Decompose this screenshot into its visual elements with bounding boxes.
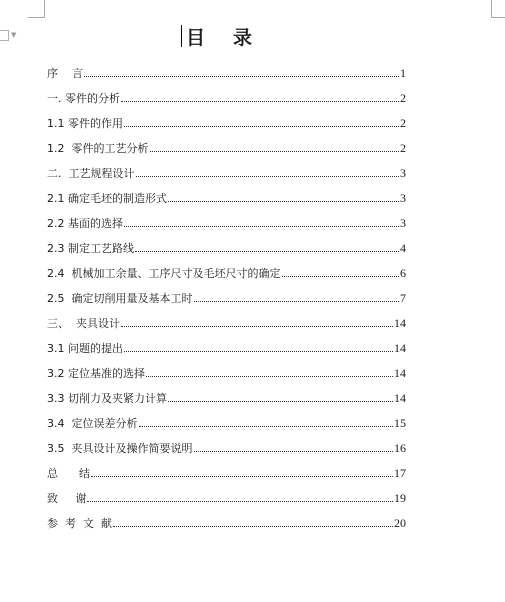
- toc-entry-page-number: 2: [400, 91, 406, 105]
- toc-entry-label: 三、 夹具设计: [47, 317, 120, 330]
- toc-entry-label: 2.2 基面的选择: [47, 217, 123, 230]
- toc-dot-leader: [135, 250, 399, 252]
- toc-entry[interactable]: [47, 230, 406, 255]
- toc-dot-leader: [150, 150, 400, 152]
- crop-mark-top-left-horizontal: [28, 17, 45, 18]
- toc-entry-page-number: 7: [400, 291, 406, 305]
- toc-dot-leader: [124, 125, 399, 127]
- toc-entry-page-number: 3: [400, 166, 406, 180]
- toc-entry-page-number: 6: [400, 266, 406, 280]
- toc-dot-leader: [113, 525, 393, 527]
- toc-entry-label: 1.2 零件的工艺分析: [47, 142, 149, 155]
- toc-entry-page-number: 3: [400, 216, 406, 230]
- toc-entry-page-number: 20: [394, 516, 406, 530]
- toc-entry[interactable]: [47, 455, 406, 480]
- toc-entry-page-number: 1: [400, 66, 406, 80]
- toc-entry-page-number: 4: [400, 241, 406, 255]
- toc-entry-label: 二. 工艺规程设计: [47, 167, 135, 180]
- toc-entry[interactable]: [47, 205, 406, 230]
- toc-entry-page-number: 14: [394, 391, 406, 405]
- toc-entry-label: 3.2 定位基准的选择: [47, 367, 145, 380]
- toc-dot-leader: [136, 175, 400, 177]
- toc-entry-label: 3.1 问题的提出: [47, 342, 123, 355]
- toc-dot-leader: [146, 375, 393, 377]
- toc-entry[interactable]: [47, 405, 406, 430]
- toc-entry[interactable]: [47, 130, 406, 155]
- toc-dot-leader: [168, 400, 393, 402]
- toc-entry-page-number: 14: [394, 366, 406, 380]
- toc-dot-leader: [168, 200, 399, 202]
- toc-entry-label: 2.3 制定工艺路线: [47, 242, 134, 255]
- toc-entry-label: 3.5 夹具设计及操作简要说明: [47, 442, 193, 455]
- toc-dot-leader: [194, 450, 394, 452]
- toc-dot-leader: [282, 275, 400, 277]
- document-nav-icon: [0, 30, 9, 41]
- toc-entry[interactable]: [47, 355, 406, 380]
- chevron-down-icon: ▼: [11, 30, 17, 39]
- toc-entry-label: 一. 零件的分析: [47, 92, 120, 105]
- toc-dot-leader: [91, 475, 393, 477]
- toc-entry-label: 1.1 零件的作用: [47, 117, 123, 130]
- toc-dot-leader: [121, 325, 393, 327]
- toc-dot-leader: [194, 300, 400, 302]
- toc-entry-label: 3.4 定位误差分析: [47, 417, 138, 430]
- toc-entry-label: 2.4 机械加工余量、工序尺寸及毛坯尺寸的确定: [47, 267, 281, 280]
- toc-entry[interactable]: [47, 155, 406, 180]
- toc-entry-page-number: 14: [394, 341, 406, 355]
- toc-entry[interactable]: [47, 430, 406, 455]
- toc-entry-page-number: 19: [394, 491, 406, 505]
- toc-entry-page-number: 2: [400, 141, 406, 155]
- table-of-contents: [47, 55, 406, 530]
- toc-entry-label: 总 结: [47, 467, 90, 480]
- toc-dot-leader: [124, 350, 393, 352]
- toc-entry-label: 序 言: [47, 67, 83, 80]
- toc-entry-label: 2.1 确定毛坯的制造形式: [47, 192, 167, 205]
- toc-entry[interactable]: [47, 280, 406, 305]
- toc-entry-label: 3.3 切削力及夹紧力计算: [47, 392, 167, 405]
- toc-dot-leader: [84, 75, 399, 77]
- toc-entry-page-number: 14: [394, 316, 406, 330]
- toc-entry-label: 2.5 确定切削用量及基本工时: [47, 292, 193, 305]
- page-title: [181, 22, 252, 50]
- toc-entry[interactable]: [47, 55, 406, 80]
- toc-entry-page-number: 16: [394, 441, 406, 455]
- toc-dot-leader: [139, 425, 394, 427]
- document-nav-button[interactable]: [0, 28, 20, 42]
- title-char-1: 目: [186, 26, 206, 49]
- text-cursor: [181, 25, 182, 47]
- toc-dot-leader: [87, 500, 393, 502]
- toc-entry[interactable]: [47, 380, 406, 405]
- title-char-2: 录: [233, 26, 253, 49]
- toc-entry-page-number: 2: [400, 116, 406, 130]
- toc-entry[interactable]: [47, 305, 406, 330]
- toc-entry-page-number: 17: [394, 466, 406, 480]
- toc-entry[interactable]: [47, 105, 406, 130]
- toc-entry[interactable]: [47, 330, 406, 355]
- crop-mark-top-right-horizontal: [491, 17, 505, 18]
- toc-entry-label: 致 谢: [47, 492, 87, 505]
- toc-entry-page-number: 15: [394, 416, 406, 430]
- crop-mark-top-right-vertical: [491, 0, 492, 18]
- toc-entry[interactable]: [47, 180, 406, 205]
- toc-entry-page-number: 3: [400, 191, 406, 205]
- toc-entry[interactable]: [47, 255, 406, 280]
- toc-entry-label: 参 考 文 献: [47, 517, 112, 530]
- toc-dot-leader: [124, 225, 399, 227]
- toc-entry[interactable]: [47, 480, 406, 505]
- toc-dot-leader: [121, 100, 399, 102]
- toc-entry[interactable]: [47, 505, 406, 530]
- crop-mark-top-left-vertical: [44, 0, 45, 18]
- toc-entry[interactable]: [47, 80, 406, 105]
